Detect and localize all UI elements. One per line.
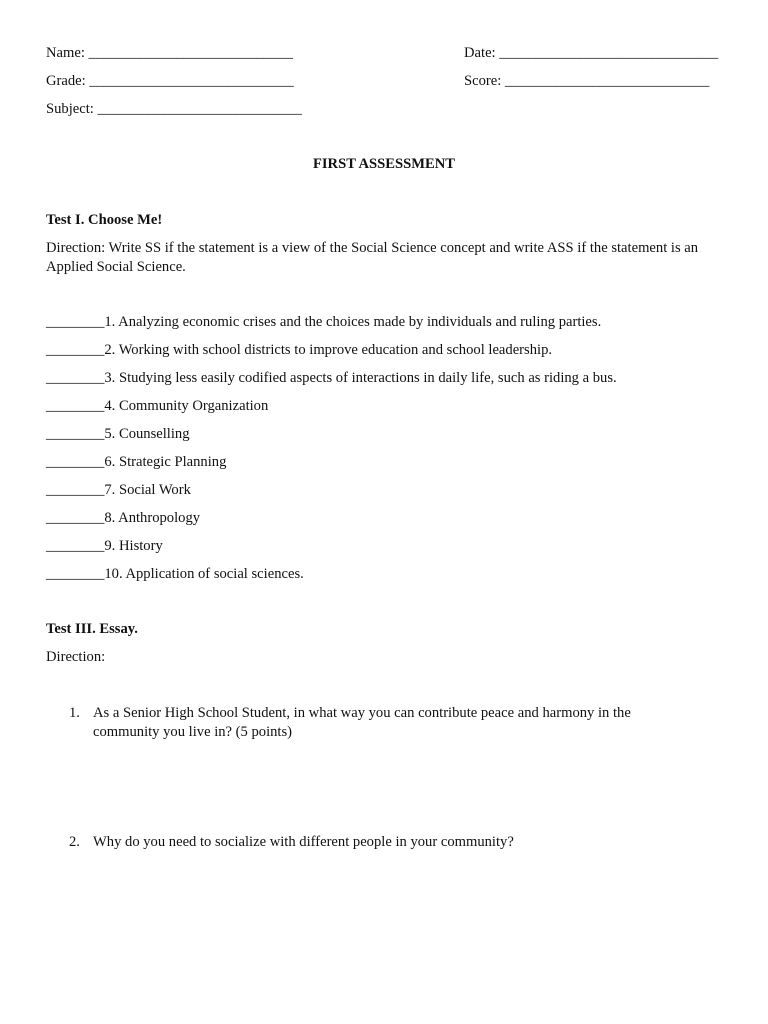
test1-item: ________4. Community Organization	[46, 398, 269, 414]
name-field: Name: ____________________________	[46, 45, 293, 61]
page-title: FIRST ASSESSMENT	[312, 156, 456, 172]
essay-question-number: 2.	[69, 834, 80, 850]
essay-question-text: As a Senior High School Student, in what way you can contribute peace and harmony in the community you live in? (5 points)	[93, 705, 631, 740]
test1-item: ________5. Counselling	[46, 426, 190, 442]
test1-direction: Direction: Write SS if the statement is a view of the Social Science concept and write ASS if the statement is an Applied Social Science.	[46, 240, 699, 275]
test3-heading: Test III. Essay.	[46, 621, 138, 637]
test1-item: ________10. Application of social sciences.	[46, 566, 304, 582]
test3-direction: Direction:	[46, 649, 106, 665]
test1-item: ________3. Studying less easily codified aspects of interactions in daily life, such as riding a bus.	[46, 370, 617, 386]
test1-item: ________7. Social Work	[46, 482, 191, 498]
score-field: Score: ____________________________	[464, 73, 710, 89]
date-field: Date: ______________________________	[464, 45, 719, 61]
test1-item: ________9. History	[46, 538, 163, 554]
essay-question-text: Why do you need to socialize with different people in your community?	[93, 834, 514, 850]
essay-question-number: 1.	[69, 705, 80, 721]
test1-item: ________8. Anthropology	[46, 510, 201, 526]
subject-field: Subject: ____________________________	[46, 101, 302, 117]
test1-heading: Test I. Choose Me!	[46, 212, 163, 228]
grade-field: Grade: ____________________________	[46, 73, 294, 89]
test1-item: ________2. Working with school districts to improve education and school leadership.	[46, 342, 553, 358]
test1-item: ________1. Analyzing economic crises and the choices made by individuals and ruling parties.	[46, 314, 602, 330]
test1-item: ________6. Strategic Planning	[46, 454, 227, 470]
